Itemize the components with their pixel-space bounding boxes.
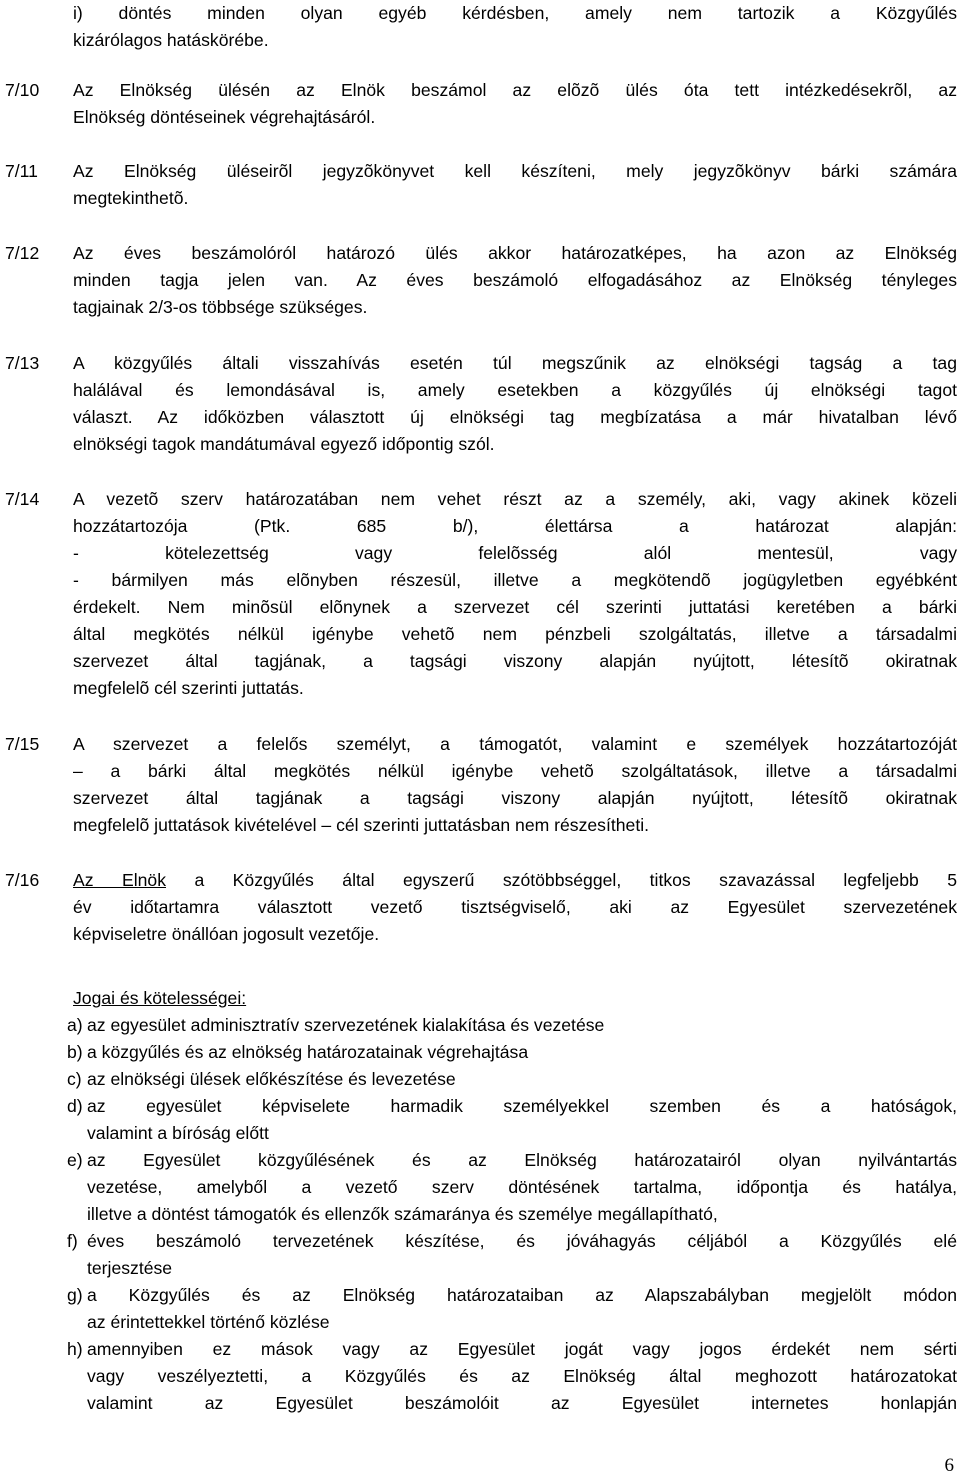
text-line: választ. Az időközben választott új elnökségi tag megbízatása a már hivatalban lévő	[73, 407, 957, 427]
item-text	[87, 1228, 957, 1282]
text-line: megfelelõ juttatások kivételével – cél szerinti juttatásban nem részesítheti.	[73, 815, 649, 835]
rights-item	[67, 1012, 957, 1039]
text-line: szervezet által tagjának, a tagsági viszony alapján nyújtott, létesítõ okiratnak	[73, 651, 957, 671]
text-line: a közgyűlés és az elnökség határozatainak végrehajtása	[87, 1042, 529, 1062]
item-label: c)	[67, 1069, 82, 1089]
section-text	[73, 158, 957, 212]
item-label: a)	[67, 1015, 83, 1035]
section-text	[73, 77, 957, 131]
rights-item	[67, 1039, 957, 1066]
section-text	[73, 486, 957, 702]
text-line: illetve a döntést támogatók és ellenzők számaránya és személye megállapítható,	[87, 1204, 718, 1224]
text-line: Elnökség döntéseinek végrehajtásáról.	[73, 107, 376, 127]
text-line: az Egyesület közgyűlésének és az Elnökség határozatairól olyan nyilvántartás	[87, 1150, 957, 1170]
text-line: i) döntés minden olyan egyéb kérdésben, amely nem tartozik a Közgyűlés	[73, 3, 957, 23]
text-line: Az Elnökség üléseirõl jegyzõkönyvet kell készíteni, mely jegyzõkönyv bárki számára	[73, 161, 957, 181]
item-label: d)	[67, 1096, 83, 1116]
rights-heading-text: Jogai és kötelességei:	[73, 988, 247, 1008]
rights-item	[67, 1093, 957, 1147]
section-text	[73, 867, 957, 948]
text-fragment: a Közgyűlés által egyszerű szótöbbséggel, titkos szavazással legfeljebb 5	[166, 870, 957, 890]
intro-text	[73, 0, 957, 54]
rights-item	[67, 1228, 957, 1282]
text-line: érdekelt. Nem minõsül elõnynek a szervezet cél szerinti juttatási keretében a bárki	[73, 597, 957, 617]
text-line: vezetése, amelyből a vezető szerv döntésének tartalma, időpontja és hatálya,	[87, 1177, 957, 1197]
text-line: A vezetõ szerv határozatában nem vehet részt az a személy, aki, vagy akinek közeli	[73, 489, 957, 509]
text-line: szervezet által tagjának a tagsági viszony alapján nyújtott, létesítõ okiratnak	[73, 788, 957, 808]
text-line: Az Elnökség ülésén az Elnök beszámol az elõzõ ülés óta tett intézkedésekrõl, az	[73, 80, 957, 100]
text-line: Az éves beszámolóról határozó ülés akkor határozatképes, ha azon az Elnökség	[73, 243, 957, 263]
item-text	[87, 1039, 957, 1066]
text-line: - kötelezettség vagy felelõsség alól mentesül, vagy	[73, 543, 957, 563]
text-line: tagjainak 2/3-os többsége szükséges.	[73, 297, 368, 317]
text-line	[73, 867, 957, 894]
section-number: 7/12	[5, 243, 40, 263]
item-label: f)	[67, 1231, 78, 1251]
text-line: A szervezet a felelős személyt, a támogatót, valamint e személyek hozzátartozóját	[73, 734, 957, 754]
rights-list	[67, 1012, 957, 1417]
text-line: az elnökségi ülések előkészítése és levezetése	[87, 1069, 456, 1089]
section-number: 7/11	[5, 161, 38, 181]
text-line: A közgyűlés általi visszahívás esetén túl megszűnik az elnökségi tagság a tag	[73, 353, 957, 373]
item-label: g)	[67, 1285, 83, 1305]
item-label: b)	[67, 1042, 83, 1062]
rights-item	[67, 1282, 957, 1336]
text-line: amennyiben ez mások vagy az Egyesület jogát vagy jogos érdekét nem sérti	[87, 1339, 957, 1359]
text-line: az egyesület adminisztratív szervezetének kialakítása és vezetése	[87, 1015, 605, 1035]
section-number: 7/10	[5, 80, 40, 100]
section-number: 7/15	[5, 734, 40, 754]
text-line: minden tagja jelen van. Az éves beszámoló elfogadásához az Elnökség tényleges	[73, 270, 957, 290]
item-text	[87, 1066, 957, 1093]
text-line: kizárólagos hatáskörébe.	[73, 30, 269, 50]
text-line: az egyesület képviselete harmadik személyekkel szemben és a hatóságok,	[87, 1096, 957, 1116]
text-line: hozzátartozója (Ptk. 685 b/), élettársa a határozat alapján:	[73, 516, 957, 536]
text-line: valamint az Egyesület beszámolóit az Egyesület internetes honlapján	[87, 1393, 957, 1413]
rights-item	[67, 1147, 957, 1228]
item-text	[87, 1147, 957, 1228]
page-number: 6	[944, 1455, 954, 1476]
text-line: - bármilyen más elõnyben részesül, illetve a megkötendõ jogügyletben egyébként	[73, 570, 957, 590]
section-number: 7/14	[5, 489, 40, 509]
text-line: vagy veszélyeztetti, a Közgyűlés és az Elnökség által meghozott határozatokat	[87, 1366, 957, 1386]
item-label: h)	[67, 1339, 83, 1359]
text-line: terjesztése	[87, 1258, 173, 1278]
text-line: halálával és lemondásával is, amely esetekben a közgyűlés új elnökségi tagot	[73, 380, 957, 400]
section-number: 7/16	[5, 870, 40, 890]
underlined-term: Az Elnök	[73, 870, 166, 890]
text-line: az érintettekkel történő közlése	[87, 1312, 330, 1332]
text-line: a Közgyűlés és az Elnökség határozataiban az Alapszabályban megjelölt módon	[87, 1285, 957, 1305]
text-line: megfelelõ cél szerinti juttatás.	[73, 678, 304, 698]
item-text	[87, 1093, 957, 1147]
text-line: – a bárki által megkötés nélkül igénybe vehetõ szolgáltatások, illetve a társadalmi	[73, 761, 957, 781]
text-line: megtekinthetõ.	[73, 188, 189, 208]
text-line: év időtartamra választott vezető tisztségviselő, aki az Egyesület szervezetének	[73, 897, 957, 917]
item-label: e)	[67, 1150, 83, 1170]
text-line: képviseletre önállóan jogosult vezetője.	[73, 924, 380, 944]
text-line: által megkötés nélkül igénybe vehetõ nem pénzbeli szolgáltatás, illetve a társadalmi	[73, 624, 957, 644]
text-line: valamint a bíróság előtt	[87, 1123, 269, 1143]
item-text	[87, 1336, 957, 1417]
text-line: elnökségi tagok mandátumával egyező időpontig szól.	[73, 434, 495, 454]
section-text	[73, 731, 957, 839]
item-text	[87, 1282, 957, 1336]
rights-item	[67, 1336, 957, 1417]
section-number: 7/13	[5, 353, 40, 373]
rights-item	[67, 1066, 957, 1093]
text-line: éves beszámoló tervezetének készítése, és jóváhagyás céljából a Közgyűlés elé	[87, 1231, 957, 1251]
section-text	[73, 240, 957, 321]
item-text	[87, 1012, 957, 1039]
section-text	[73, 350, 957, 458]
